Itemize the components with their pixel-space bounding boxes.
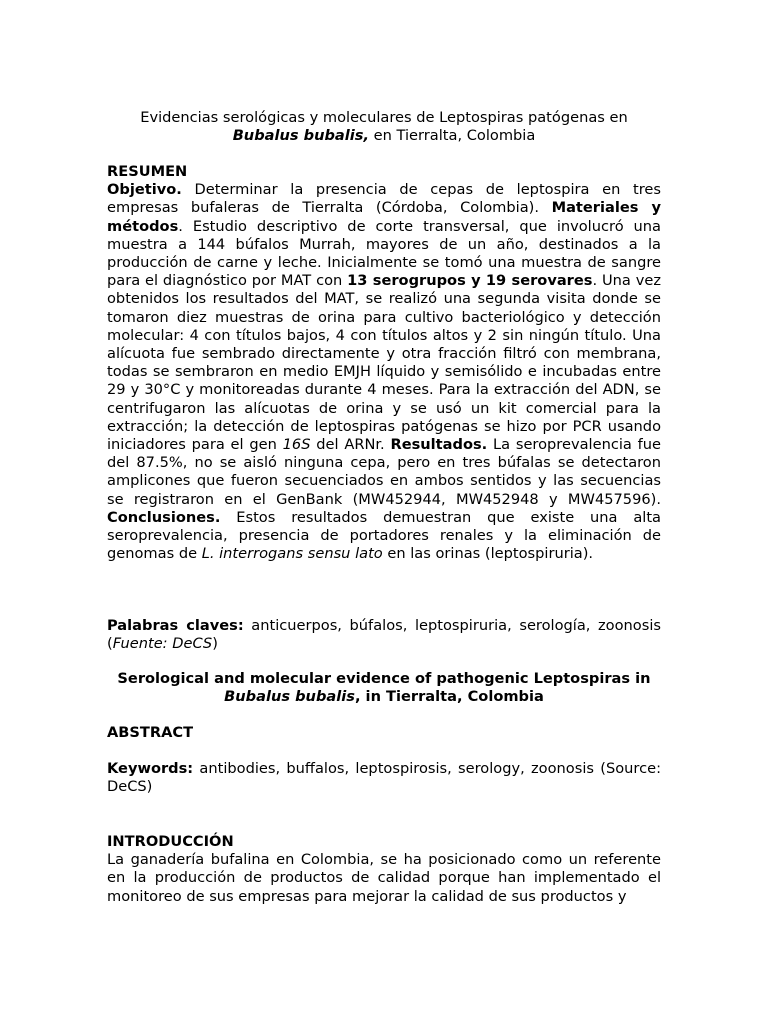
- introduccion-section: [107, 833, 661, 906]
- palabras-claves-label: Palabras claves:: [107, 617, 244, 634]
- keywords-en: [107, 760, 661, 796]
- spanish-title-rest: en Tierralta, Colombia: [369, 127, 536, 145]
- materiales-label: Materiales y métodos: [107, 199, 661, 235]
- conclusiones-label: Conclusiones.: [107, 508, 221, 526]
- palabras-claves-text: anticuerpos, búfalos, leptospiruria, serología, zoonosis (: [107, 617, 661, 653]
- gene-name: 16S: [282, 436, 311, 454]
- introduccion-heading: INTRODUCCIÓN: [107, 833, 234, 850]
- serogrupos-text: 13 serogrupos y 19 serovares: [347, 272, 593, 290]
- palabras-claves: [107, 617, 661, 653]
- english-title-species: Bubalus bubalis: [224, 688, 355, 706]
- abstract-heading: ABSTRACT: [107, 724, 194, 741]
- english-title: [107, 670, 661, 706]
- conclusiones-text: Estos resultados demuestran que existe una alta seroprevalencia, presencia de portadores renales y la eliminación de genomas de: [107, 508, 661, 563]
- conclusiones-end: en las orinas (leptospiruria).: [382, 545, 594, 563]
- resultados-label: Resultados.: [390, 436, 488, 454]
- spanish-title-species: Bubalus bubalis,: [232, 127, 370, 145]
- spanish-title-line1: Evidencias serológicas y moleculares de Leptospiras patógenas en: [140, 109, 628, 126]
- palabras-claves-source: Fuente: DeCS: [112, 635, 213, 653]
- resultados-text: La seroprevalencia fue del 87.5%, no se aisló ninguna cepa, pero en tres búfalas se detectaron amplicones que fueron secuenciados en ambos sentidos y las secuencias se registraron en el GenBank (MW452944, MW452948 y MW457596).: [107, 436, 661, 508]
- objetivo-label: Objetivo.: [107, 181, 182, 199]
- english-title-rest: , in Tierralta, Colombia: [354, 688, 544, 706]
- english-title-line1: Serological and molecular evidence of pathogenic Leptospiras in: [117, 670, 651, 687]
- spanish-title: [107, 109, 661, 145]
- arnr-text: del ARNr.: [310, 436, 391, 454]
- methods-text: . Una vez obtenidos los resultados del MAT, se realizó una segunda visita donde se tomaron diez muestras de orina para cultivo bacteriológico y detección molecular: 4 con títulos bajos, 4 con títulos altos y 2 sin ningún título. Una alícuota fue sembrado directamente y otra fracción filtró con membrana, todas se sembraron en medio EMJH líquido y semisólido e incubadas entre 29 y 30°C y monitoreadas durante 4 meses. Para la extracción del ADN, se centrifugaron las alícuotas de orina y se usó un kit comercial para la extracción; la detección de leptospiras patógenas se hizo por PCR usando iniciadores para el gen: [107, 272, 661, 454]
- keywords-en-text: antibodies, buffalos, leptospirosis, serology, zoonosis (Source: DeCS): [107, 760, 661, 796]
- introduccion-text: La ganadería bufalina en Colombia, se ha posicionado como un referente en la producción de productos de calidad porque han implementado el monitoreo de sus empresas para mejorar la calidad de sus productos y: [107, 851, 661, 905]
- keywords-en-label: Keywords:: [107, 760, 194, 777]
- palabras-claves-close: ): [212, 635, 218, 653]
- resumen-section: [107, 163, 661, 563]
- species-name: L. interrogans sensu lato: [201, 545, 383, 563]
- resumen-heading: RESUMEN: [107, 163, 188, 180]
- materiales-text: . Estudio descriptivo de corte transversal, que involucró una muestra a 144 búfalos Murrah, mayores de un año, destinados a la producción de carne y leche. Inicialmente se tomó una muestra de sangre para el diagnóstico por MAT con: [107, 217, 661, 290]
- objetivo-text: Determinar la presencia de cepas de leptospira en tres empresas bufaleras de Tierralta (Córdoba, Colombia).: [107, 181, 661, 217]
